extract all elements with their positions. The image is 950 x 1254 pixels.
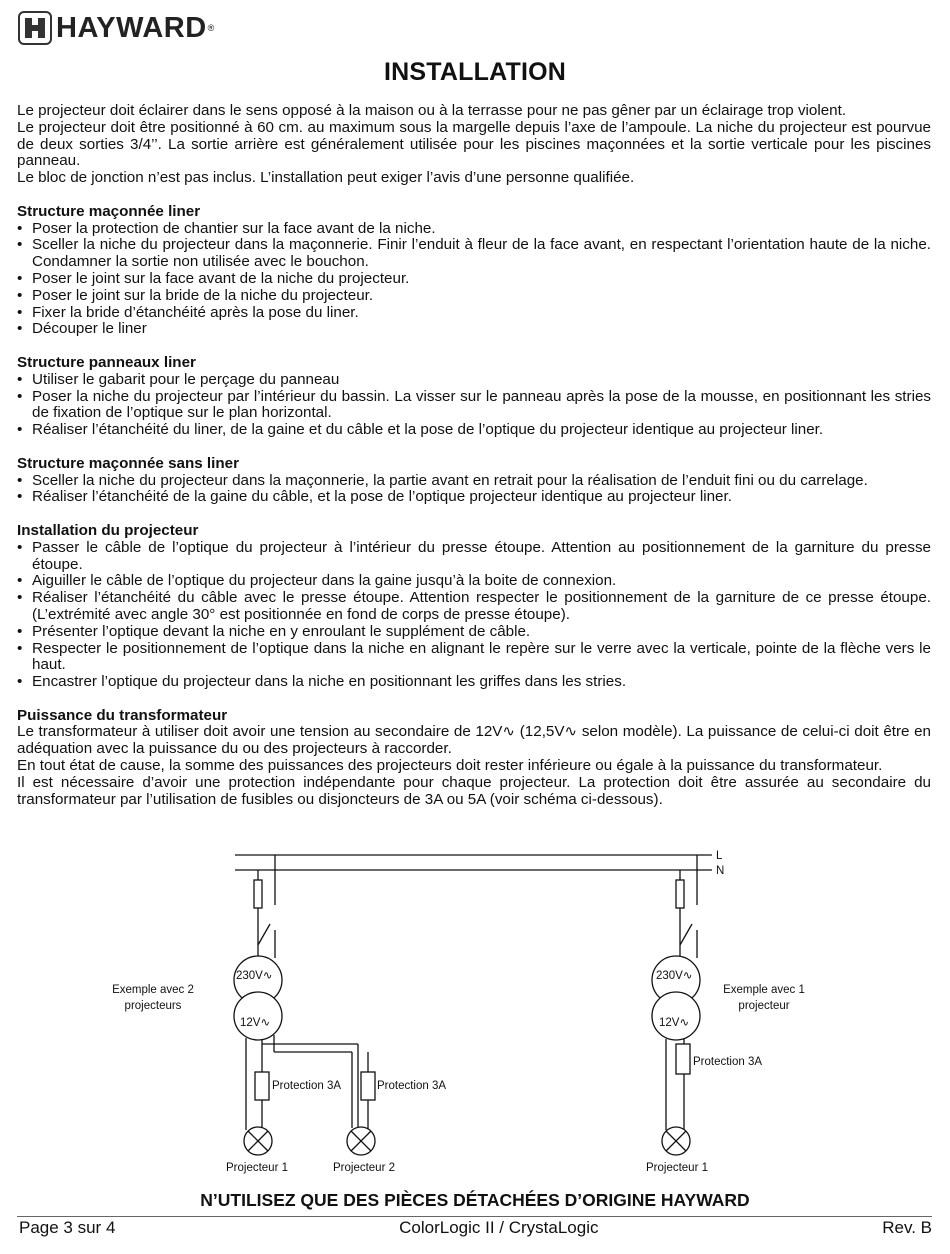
list-item: • Utiliser le gabarit pour le perçage du panneau: [17, 372, 931, 389]
list-item: • Passer le câble de l’optique du projecteur à l’intérieur du presse étoupe. Attention au positionnement de la garniture du presse étoupe.: [17, 540, 931, 574]
brand-logo: [18, 8, 214, 48]
switch-left: [258, 924, 270, 945]
brand-name: HAYWARD: [56, 11, 207, 44]
hayward-h-icon: [18, 11, 52, 45]
list-item: • Poser la niche du projecteur par l’intérieur du bassin. La visser sur le panneau après la pose de la mousse, en positionnant les stries de fixation de l’optique sur le plan horizontal.: [17, 389, 931, 423]
switch-right: [680, 924, 692, 945]
protection-fuse-left-1: [255, 1072, 269, 1100]
left-caption: projecteurs: [124, 1000, 182, 1012]
list-item: • Poser le joint sur la bride de la niche du projecteur.: [17, 288, 931, 305]
protection-fuse-right: [676, 1044, 690, 1074]
list-item: • Réaliser l’étanchéité de la gaine du câble, et la pose de l’optique projecteur identique au projecteur liner.: [17, 489, 931, 506]
wiring-diagram: [100, 840, 805, 1180]
line-N-label: N: [716, 865, 725, 877]
list-item: • Fixer la bride d’étanchéité après la pose du liner.: [17, 305, 931, 322]
right-caption: Exemple avec 1: [723, 984, 805, 996]
mains-fuse-right: [676, 880, 684, 908]
mains-fuse-left: [254, 880, 262, 908]
revision-label: Rev. B: [882, 1218, 932, 1237]
protection-label: Protection 3A: [377, 1080, 447, 1092]
list-item: • Sceller la niche du projecteur dans la maçonnerie. Finir l’enduit à fleur de la face avant, en respectant l’orientation haute de la niche. Condamner la sortie non utilisée avec le bouchon.: [17, 237, 931, 271]
list-item: • Aiguiller le câble de l’optique du projecteur dans la gaine jusqu’à la boite de connexion.: [17, 573, 931, 590]
protection-fuse-left-2: [361, 1072, 375, 1100]
right-caption: projecteur: [738, 1000, 790, 1012]
transformer-secondary-left: [234, 992, 282, 1040]
protection-label: Protection 3A: [693, 1056, 763, 1068]
list-item: • Poser la protection de chantier sur la face avant de la niche.: [17, 221, 931, 238]
document-body: [17, 103, 931, 808]
section-title: Puissance du transformateur: [17, 706, 228, 724]
body-paragraph: En tout état de cause, la somme des puissances des projecteurs doit rester inférieure ou égale à la puissance du transformateur.: [17, 757, 883, 775]
lamp-label: Projecteur 2: [333, 1162, 396, 1174]
list-item: • Découper le liner: [17, 321, 931, 338]
list-item: • Réaliser l’étanchéité du câble avec le presse étoupe. Attention respecter le positionnement de la garniture de ce presse étoupe. (L’extrémité avec angle 30° est positionnée en fond de corps de presse étoupe).: [17, 590, 931, 624]
body-paragraph: Il est nécessaire d’avoir une protection indépendante pour chaque projecteur. La protection doit être assurée au secondaire du transformateur par l’utilisation de fusibles ou disjoncteurs de 3A ou 5A (voir schéma ci-dessous).: [17, 773, 931, 808]
section-title: Structure panneaux liner: [17, 353, 196, 371]
page-title: INSTALLATION: [383, 58, 566, 86]
section-maconnee-sans-liner: [17, 456, 931, 506]
lamp-label: Projecteur 1: [646, 1162, 709, 1174]
line-L-label: L: [716, 850, 723, 862]
secondary-voltage-label: 12V∿: [659, 1017, 690, 1029]
secondary-voltage-label: 12V∿: [240, 1017, 271, 1029]
protection-label: Protection 3A: [272, 1080, 342, 1092]
intro-paragraph: Le projecteur doit être positionné à 60 cm. au maximum sous la margelle depuis l’axe de l’ampoule. La niche du projecteur est pourvue de deux sorties 3/4’’. La sortie arrière est généralement utilisée pour les piscines maçonnées et la sortie verticale pour les piscines panneau.: [17, 118, 931, 170]
section-maconnee-liner: [17, 204, 931, 338]
page-footer: [19, 1218, 932, 1238]
section-installation-projecteur: [17, 523, 931, 691]
transformer-secondary-right: [652, 992, 700, 1040]
list-item: • Réaliser l’étanchéité du liner, de la gaine et du câble et la pose de l’optique du projecteur identique au projecteur liner.: [17, 422, 931, 439]
list-item: • Respecter le positionnement de l’optique dans la niche en alignant le repère sur le verre avec la verticale, pointe de la flèche vers le haut.: [17, 641, 931, 675]
page-number: Page 3 sur 4: [19, 1218, 116, 1237]
section-title: Structure maçonnée liner: [17, 202, 201, 220]
section-title: Structure maçonnée sans liner: [17, 454, 239, 472]
registered-mark: ®: [207, 23, 215, 33]
intro-paragraph: Le bloc de jonction n’est pas inclus. L’installation peut exiger l’avis d’une personne qualifiée.: [17, 169, 635, 187]
list-item: • Poser le joint sur la face avant de la niche du projecteur.: [17, 271, 931, 288]
section-panneaux-liner: [17, 355, 931, 439]
footer-divider: [17, 1216, 932, 1217]
product-name: ColorLogic II / CrystaLogic: [399, 1218, 599, 1237]
list-item: • Présenter l’optique devant la niche en y enroulant le supplément de câble.: [17, 624, 931, 641]
lamp-label: Projecteur 1: [226, 1162, 289, 1174]
list-item: • Encastrer l’optique du projecteur dans la niche en positionnant les griffes dans les stries.: [17, 674, 931, 691]
left-caption: Exemple avec 2: [112, 984, 194, 996]
list-item: • Sceller la niche du projecteur dans la maçonnerie, la partie avant en retrait pour la réalisation de l’enduit fini ou du carrelage.: [17, 473, 931, 490]
primary-voltage-label: 230V∿: [656, 970, 693, 982]
body-paragraph: Le transformateur à utiliser doit avoir une tension au secondaire de 12V∿ (12,5V∿ selon modèle). La puissance de celui-ci doit être en adéquation avec la puissance du ou des projecteurs à raccorder.: [17, 723, 931, 758]
intro-paragraph: Le projecteur doit éclairer dans le sens opposé à la maison ou à la terrasse pour ne pas gêner par un éclairage trop violent.: [17, 102, 847, 119]
primary-voltage-label: 230V∿: [236, 970, 273, 982]
section-puissance-transformateur: [17, 708, 931, 809]
section-title: Installation du projecteur: [17, 521, 199, 539]
footer-note: N’UTILISEZ QUE DES PIÈCES DÉTACHÉES D’ORIGINE HAYWARD: [200, 1190, 750, 1210]
